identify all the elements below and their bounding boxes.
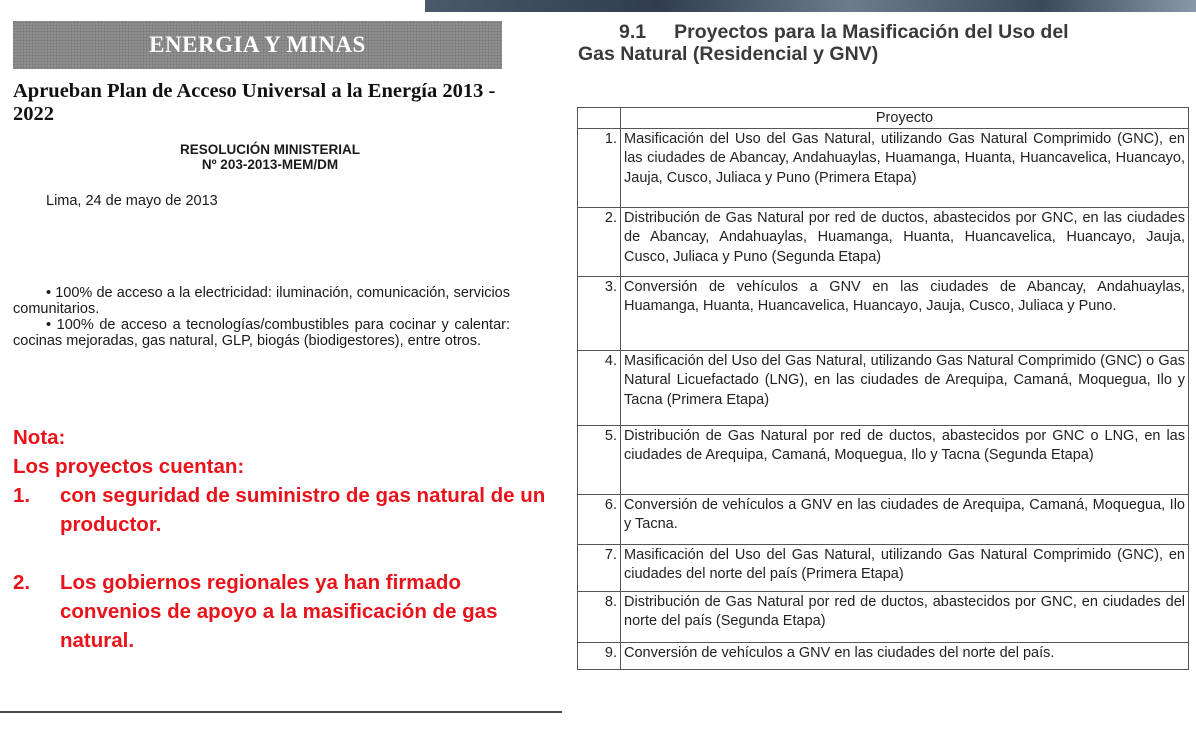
row-number: 2. bbox=[578, 208, 621, 277]
row-number: 9. bbox=[578, 643, 621, 670]
row-number: 1. bbox=[578, 129, 621, 208]
table-header-project: Proyecto bbox=[621, 108, 1189, 129]
table-row bbox=[578, 495, 1189, 545]
table-row bbox=[578, 277, 1189, 351]
note-item-text: Los gobiernos regionales ya han firmado convenios de apoyo a la masificación de gas natural. bbox=[60, 571, 498, 652]
top-photo-fragment bbox=[425, 0, 1196, 12]
row-project: Conversión de vehículos a GNV en las ciudades de Arequipa, Camaná, Moquegua, Ilo y Tacna. bbox=[621, 495, 1189, 545]
row-number: 7. bbox=[578, 545, 621, 592]
resolution-number bbox=[120, 142, 420, 172]
note-box bbox=[13, 423, 553, 655]
table-row bbox=[578, 545, 1189, 592]
row-project: Masificación del Uso del Gas Natural, utilizando Gas Natural Comprimido (GNC), en las ciudades de Abancay, Andahuaylas, Huamanga, Huanta, Huancavelica, Huancayo, Jauja, Cusco, Juliaca y Puno (Primera Etapa) bbox=[621, 129, 1189, 208]
note-item bbox=[13, 568, 553, 655]
section-title-line-2: Gas Natural (Residencial y GNV) bbox=[578, 43, 879, 65]
section-heading bbox=[578, 21, 1193, 65]
section-title-line-1: Proyectos para la Masificación del Uso del bbox=[674, 21, 1069, 43]
row-project: Distribución de Gas Natural por red de ductos, abastecidos por GNC, en las ciudades de Abancay, Andahuaylas, Huamanga, Huanta, Huancavelica, Huancayo, Jauja, Cusco, Juliaca y Puno (Segunda Etapa) bbox=[621, 208, 1189, 277]
row-number: 8. bbox=[578, 592, 621, 643]
headline: Aprueban Plan de Acceso Universal a la Energía 2013 - 2022 bbox=[13, 80, 496, 125]
note-item-number: 2. bbox=[13, 571, 31, 594]
table-row bbox=[578, 208, 1189, 277]
row-number: 5. bbox=[578, 426, 621, 495]
projects-table bbox=[577, 107, 1189, 670]
note-intro: Los proyectos cuentan: bbox=[13, 455, 245, 478]
row-number: 6. bbox=[578, 495, 621, 545]
resolution-line-2: Nº 203-2013-MEM/DM bbox=[201, 157, 339, 172]
row-project: Conversión de vehículos a GNV en las ciudades del norte del país. bbox=[621, 643, 1189, 670]
row-project: Distribución de Gas Natural por red de ductos, abastecidos por GNC, en ciudades del norte del país (Segunda Etapa) bbox=[621, 592, 1189, 643]
note-item-number: 1. bbox=[13, 484, 31, 507]
bottom-divider bbox=[0, 711, 562, 713]
table-header-blank bbox=[578, 108, 621, 129]
objective-cooking: • 100% de acceso a tecnologías/combustibles para cocinar y calentar: cocinas mejoradas, gas natural, GLP, biogás (biodigestores), entre otros. bbox=[13, 317, 510, 349]
row-project: Masificación del Uso del Gas Natural, utilizando Gas Natural Comprimido (GNC) o Gas Natural Licuefactado (LNG), en las ciudades de Arequipa, Camaná, Moquegua, Ilo y Tacna (Primera Etapa) bbox=[621, 351, 1189, 426]
objectives-list bbox=[13, 285, 510, 349]
section-banner: ENERGIA Y MINAS bbox=[13, 21, 502, 69]
note-item bbox=[13, 481, 553, 539]
place-date: Lima, 24 de mayo de 2013 bbox=[46, 193, 218, 209]
objective-electricity: • 100% de acceso a la electricidad: iluminación, comunicación, servicios comunitarios. bbox=[13, 285, 510, 317]
note-item-text: con seguridad de suministro de gas natural de un productor. bbox=[60, 484, 546, 536]
table-row bbox=[578, 592, 1189, 643]
row-project: Conversión de vehículos a GNV en las ciudades de Abancay, Andahuaylas, Huamanga, Huanta, Huancavelica, Huancayo, Jauja, Cusco, Juliaca y Puno. bbox=[621, 277, 1189, 351]
row-project: Masificación del Uso del Gas Natural, utilizando Gas Natural Comprimido (GNC), en ciudades del norte del país (Primera Etapa) bbox=[621, 545, 1189, 592]
note-list bbox=[13, 481, 553, 655]
row-project: Distribución de Gas Natural por red de ductos, abastecidos por GNC o LNG, en las ciudades de Arequipa, Camaná, Moquegua, Ilo y Tacna (Segunda Etapa) bbox=[621, 426, 1189, 495]
table-row bbox=[578, 643, 1189, 670]
note-title: Nota: bbox=[13, 426, 66, 449]
table-row bbox=[578, 351, 1189, 426]
section-number: 9.1 bbox=[619, 21, 647, 43]
table-row bbox=[578, 129, 1189, 208]
row-number: 3. bbox=[578, 277, 621, 351]
table-header-row bbox=[578, 108, 1189, 129]
resolution-line-1: RESOLUCIÓN MINISTERIAL bbox=[179, 142, 360, 157]
row-number: 4. bbox=[578, 351, 621, 426]
table-row bbox=[578, 426, 1189, 495]
